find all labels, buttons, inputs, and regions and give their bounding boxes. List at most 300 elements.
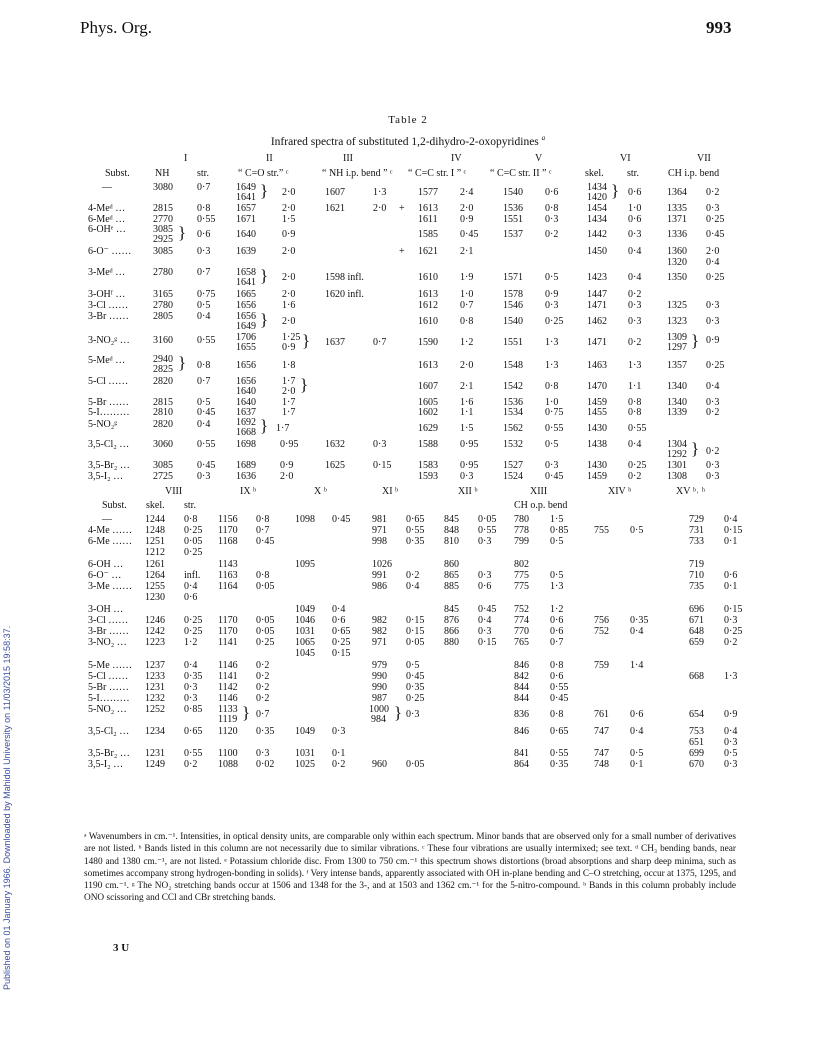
table-cell: 1536: [503, 203, 523, 214]
table-cell: 0·05: [256, 581, 275, 592]
table-cell: V: [535, 153, 543, 164]
table-cell: 5-NO₂ …: [88, 704, 127, 715]
table-cell: }: [691, 439, 700, 458]
table-cell: 0·7: [197, 267, 211, 278]
table-cell: 2770: [153, 214, 173, 225]
table-cell: 0·4: [406, 581, 420, 592]
table-cell: 5-Br ……: [88, 397, 129, 408]
table-cell: 765: [514, 637, 529, 648]
table-cell: 1255: [145, 581, 165, 592]
table-cell: 0·2: [332, 759, 346, 770]
table-cell: XI ᵇ: [382, 486, 399, 497]
table-cell: 1231: [145, 682, 165, 693]
table-cell: 2·0: [460, 360, 474, 371]
table-cell: 1·8: [282, 360, 296, 371]
table-cell: 802: [514, 559, 529, 570]
table-cell: 1244: [145, 514, 165, 525]
table-cell: 0·4: [706, 381, 720, 392]
table-cell: 0·3: [460, 471, 474, 482]
table-cell: 0·25: [184, 525, 203, 536]
table-cell: 0·45: [197, 407, 216, 418]
table-cell: 848: [444, 525, 459, 536]
table-cell: 990: [372, 671, 387, 682]
table-cell: 982: [372, 626, 387, 637]
table-cell: 0·5: [630, 748, 644, 759]
table-cell: 0·25: [332, 637, 351, 648]
table-cell: 1656: [236, 360, 256, 371]
table-cell: 0·7: [197, 182, 211, 193]
table-cell: 1·2: [550, 604, 564, 615]
table-cell: 1463: [587, 360, 607, 371]
table-cell: 670: [689, 759, 704, 770]
table-cell: 1·3: [550, 581, 564, 592]
table-cell: II: [266, 153, 273, 164]
table-cell: —: [102, 514, 112, 525]
table-cell: 986: [372, 581, 387, 592]
table-cell: 0·1: [630, 759, 644, 770]
table-cell: 1119: [218, 714, 238, 725]
table-cell: 987: [372, 693, 387, 704]
table-cell: 864: [514, 759, 529, 770]
table-cell: 1142: [218, 682, 238, 693]
table-cell: 1045: [295, 648, 315, 659]
table-cell: 1640: [236, 386, 256, 397]
table-cell: 2·0: [706, 246, 720, 257]
table-cell: 1335: [667, 203, 687, 214]
table-cell: 0·45: [406, 671, 425, 682]
table-cell: 1420: [587, 192, 607, 203]
table-cell: 3-OH …: [88, 604, 124, 615]
table-cell: 0·3: [197, 471, 211, 482]
table-cell: 1590: [418, 337, 438, 348]
table-cell: 0·8: [550, 660, 564, 671]
table-cell: 0·25: [724, 626, 743, 637]
table-cell: 1336: [667, 229, 687, 240]
table-cell: “ C=C str. II ” ᶜ: [490, 168, 552, 179]
table-cell: 1350: [667, 272, 687, 283]
table-cell: 3-Br ……: [88, 311, 129, 322]
table-cell: 1593: [418, 471, 438, 482]
table-cell: 0·55: [550, 748, 569, 759]
table-cell: }: [394, 703, 403, 722]
table-label: Table 2: [388, 114, 428, 126]
table-cell: 1621: [418, 246, 438, 257]
table-cell: 1·0: [460, 289, 474, 300]
table-cell: 1562: [503, 423, 523, 434]
table-cell: 1364: [667, 187, 687, 198]
table-cell: 0·4: [184, 660, 198, 671]
table-cell: 0·9: [282, 342, 296, 353]
table-cell: 1170: [218, 525, 238, 536]
table-cell: 729: [689, 514, 704, 525]
table-cell: 1249: [145, 759, 165, 770]
table-cell: 1423: [587, 272, 607, 283]
table-cell: 1578: [503, 289, 523, 300]
table-cell: 0·9: [280, 460, 294, 471]
table-cell: 0·3: [706, 471, 720, 482]
table-cell: str.: [197, 168, 209, 179]
table-cell: 1297: [667, 342, 687, 353]
download-notice: Published on 01 January 1966. Downloaded by Mahidol University on 11/03/2015 19:58:37.: [2, 625, 12, 990]
table-cell: 0·35: [406, 682, 425, 693]
table-cell: 1649: [236, 321, 256, 332]
table-cell: 1230: [145, 592, 165, 603]
table-cell: 1233: [145, 671, 165, 682]
table-cell: 845: [444, 514, 459, 525]
table-cell: 841: [514, 748, 529, 759]
table-cell: 1156: [218, 514, 238, 525]
table-cell: 761: [594, 709, 609, 720]
table-cell: 3-Me ……: [88, 581, 133, 592]
table-cell: 1·3: [628, 360, 642, 371]
table-cell: 0·35: [550, 759, 569, 770]
table-cell: 0·4: [630, 726, 644, 737]
table-cell: 0·85: [184, 704, 203, 715]
table-cell: 1656: [236, 311, 256, 322]
table-cell: 0·6: [724, 570, 738, 581]
table-cell: 1534: [503, 407, 523, 418]
table-cell: 1632: [325, 439, 345, 450]
table-cell: 1613: [418, 360, 438, 371]
table-cell: 1·25: [282, 332, 301, 343]
table-caption-mark: a: [541, 134, 546, 142]
table-cell: 3-Cl ……: [88, 300, 129, 311]
table-cell: 0·9: [460, 214, 474, 225]
table-cell: 1049: [295, 726, 315, 737]
table-cell: 0·3: [545, 214, 559, 225]
table-cell: 1430: [587, 423, 607, 434]
table-cell: 1430: [587, 460, 607, 471]
table-cell: 1231: [145, 748, 165, 759]
table-cell: 1656: [236, 376, 256, 387]
table-cell: 0·65: [184, 726, 203, 737]
table-cell: 0·95: [280, 439, 299, 450]
table-cell: 0·15: [478, 637, 497, 648]
table-cell: 0·3: [184, 693, 198, 704]
table-cell: 654: [689, 709, 704, 720]
table-cell: 1532: [503, 439, 523, 450]
table-cell: 0·05: [256, 615, 275, 626]
table-cell: 1·6: [460, 397, 474, 408]
table-cell: 0·2: [184, 759, 198, 770]
table-cell: NH: [155, 168, 170, 179]
table-cell: 1049: [295, 604, 315, 615]
table-cell: 0·2: [724, 637, 738, 648]
table-cell: 0·8: [256, 514, 270, 525]
table-cell: III: [343, 153, 353, 164]
table-cell: VI: [620, 153, 631, 164]
table-cell: 0·2: [628, 337, 642, 348]
table-cell: 0·7: [256, 525, 270, 536]
table-cell: 0·45: [256, 536, 275, 547]
table-cell: 1583: [418, 460, 438, 471]
table-cell: 0·75: [545, 407, 564, 418]
table-cell: 0·65: [550, 726, 569, 737]
table-cell: 1·2: [460, 337, 474, 348]
table-cell: 6-Me ……: [88, 536, 133, 547]
table-cell: 0·7: [550, 637, 564, 648]
table-cell: 1612: [418, 300, 438, 311]
table-cell: CH i.p. bend: [668, 168, 720, 179]
table-cell: 1610: [418, 316, 438, 327]
table-cell: 0·5: [545, 272, 559, 283]
running-head: Phys. Org.: [80, 18, 152, 37]
table-cell: 0·2: [706, 187, 720, 198]
table-cell: 1170: [218, 626, 238, 637]
table-cell: 0·3: [478, 570, 492, 581]
table-cell: 0·6: [628, 214, 642, 225]
table-cell: X ᵇ: [314, 486, 327, 497]
table-cell: 1656: [236, 300, 256, 311]
table-cell: 1146: [218, 660, 238, 671]
page-number: 993: [706, 18, 732, 37]
table-cell: 778: [514, 525, 529, 536]
table-cell: 1251: [145, 536, 165, 547]
table-cell: 0·2: [706, 446, 720, 457]
table-cell: }: [178, 353, 187, 372]
table-cell: 1·3: [545, 337, 559, 348]
table-cell: 1357: [667, 360, 687, 371]
table-cell: 648: [689, 626, 704, 637]
table-cell: 0·15: [406, 615, 425, 626]
table-cell: 0·8: [545, 203, 559, 214]
table-cell: 0·35: [184, 671, 203, 682]
table-cell: 1264: [145, 570, 165, 581]
table-cell: 0·55: [184, 748, 203, 759]
table-cell: 752: [514, 604, 529, 615]
table-cell: 1527: [503, 460, 523, 471]
table-cell: 6-O⁻ ……: [88, 246, 132, 257]
table-cell: 1657: [236, 203, 256, 214]
table-cell: 1100: [218, 748, 238, 759]
table-cell: 1·3: [545, 360, 559, 371]
table-cell: 0·25: [256, 637, 275, 648]
table-cell: 0·3: [628, 300, 642, 311]
table-cell: 0·9: [545, 289, 559, 300]
table-cell: 1671: [236, 214, 256, 225]
table-cell: 1320: [667, 257, 687, 268]
table-cell: 747: [594, 748, 609, 759]
table-cell: 0·25: [184, 547, 203, 558]
table-cell: 0·4: [724, 514, 738, 525]
table-cell: 1649: [236, 182, 256, 193]
table-cell: 0·55: [197, 335, 216, 346]
table-cell: 2805: [153, 311, 173, 322]
table-cell: 960: [372, 759, 387, 770]
table-cell: 0·45: [332, 514, 351, 525]
table-cell: 0·8: [184, 514, 198, 525]
table-cell: 0·6: [550, 671, 564, 682]
table-cell: 1248: [145, 525, 165, 536]
table-cell: 1605: [418, 397, 438, 408]
table-cell: 1637: [236, 407, 256, 418]
table-cell: 0·8: [197, 203, 211, 214]
table-cell: 0·55: [197, 439, 216, 450]
table-cell: 0·05: [478, 514, 497, 525]
table-cell: 865: [444, 570, 459, 581]
table-cell: 755: [594, 525, 609, 536]
table-cell: 3,5-Br₂ …: [88, 748, 130, 759]
table-cell: }: [260, 181, 269, 200]
table-cell: 3-Cl ……: [88, 615, 129, 626]
table-cell: “ C=C str. I ” ᶜ: [408, 168, 467, 179]
table-cell: 844: [514, 682, 529, 693]
table-cell: 0·5: [406, 660, 420, 671]
table-cell: 0·4: [628, 272, 642, 283]
table-cell: 5-Cl ……: [88, 671, 129, 682]
table-cell: 0·3: [545, 460, 559, 471]
table-cell: 3,5-Cl₂ …: [88, 439, 130, 450]
table-cell: 1442: [587, 229, 607, 240]
table-cell: 0·9: [282, 229, 296, 240]
table-cell: 1·2: [184, 637, 198, 648]
table-cell: 710: [689, 570, 704, 581]
table-cell: 836: [514, 709, 529, 720]
table-cell: 876: [444, 615, 459, 626]
table-cell: 2810: [153, 407, 173, 418]
table-cell: 2925: [153, 234, 173, 245]
table-cell: 1146: [218, 693, 238, 704]
table-cell: 0·2: [628, 289, 642, 300]
table-cell: 1304: [667, 439, 687, 450]
table-cell: 0·3: [197, 246, 211, 257]
table-cell: 1237: [145, 660, 165, 671]
table-cell: 0·02: [256, 759, 275, 770]
table-cell: 1242: [145, 626, 165, 637]
table-cell: 0·3: [628, 316, 642, 327]
table-cell: 1655: [236, 342, 256, 353]
table-cell: 6-OH …: [88, 559, 124, 570]
table-cell: 0·25: [545, 316, 564, 327]
table-cell: 1026: [372, 559, 392, 570]
table-cell: 1120: [218, 726, 238, 737]
table-cell: 1668: [236, 427, 256, 438]
table-cell: 0·3: [706, 203, 720, 214]
table-cell: 0·2: [628, 471, 642, 482]
table-cell: 1340: [667, 397, 687, 408]
table-cell: 0·4: [478, 615, 492, 626]
table-cell: 671: [689, 615, 704, 626]
table-cell: 0·3: [706, 316, 720, 327]
table-cell: 756: [594, 615, 609, 626]
table-cell: 0·75: [197, 289, 216, 300]
table-cell: 846: [514, 726, 529, 737]
table-cell: 1571: [503, 272, 523, 283]
table-cell: 0·55: [406, 525, 425, 536]
table-cell: 1292: [667, 449, 687, 460]
table-cell: 1641: [236, 192, 256, 203]
table-cell: 0·2: [256, 693, 270, 704]
table-cell: 1607: [418, 381, 438, 392]
table-cell: 1301: [667, 460, 687, 471]
table-cell: 747: [594, 726, 609, 737]
table-cell: 3-OHᶠ …: [88, 289, 126, 300]
table-cell: 1459: [587, 471, 607, 482]
table-cell: 2·1: [460, 381, 474, 392]
table-cell: infl.: [184, 570, 201, 581]
table-cell: 0·4: [184, 581, 198, 592]
table-cell: 1371: [667, 214, 687, 225]
table-cell: 735: [689, 581, 704, 592]
table-cell: 3,5-Br₂ …: [88, 460, 130, 471]
table-cell: VIII: [165, 486, 183, 497]
table-cell: 1308: [667, 471, 687, 482]
table-cell: 0·25: [706, 360, 725, 371]
table-cell: 0·6: [332, 615, 346, 626]
table-cell: 719: [689, 559, 704, 570]
table-cell: }: [300, 375, 309, 394]
table-cell: skel.: [585, 168, 604, 179]
table-cell: skel.: [146, 500, 165, 511]
table-cell: 2825: [153, 364, 173, 375]
table-cell: 1163: [218, 570, 238, 581]
table-cell: I: [184, 153, 188, 164]
table-cell: 3085: [153, 460, 173, 471]
table-cell: 1454: [587, 203, 607, 214]
table-cell: 979: [372, 660, 387, 671]
table-cell: 1611: [418, 214, 438, 225]
table-cell: 2820: [153, 419, 173, 430]
table-cell: 866: [444, 626, 459, 637]
table-cell: 0·85: [550, 525, 569, 536]
table-cell: 0·3: [724, 759, 738, 770]
table-cell: 1665: [236, 289, 256, 300]
table-cell: 1692: [236, 417, 256, 428]
table-cell: 0·45: [550, 693, 569, 704]
table-cell: 0·35: [256, 726, 275, 737]
table-cell: 1098: [295, 514, 315, 525]
table-cell: 0·3: [706, 460, 720, 471]
table-cell: 3080: [153, 182, 173, 193]
table-cell: 971: [372, 637, 387, 648]
table-cell: 1640: [236, 397, 256, 408]
table-cell: “ NH i.p. bend ” ᶜ: [322, 168, 393, 179]
table-cell: 2·0: [282, 289, 296, 300]
table-cell: str.: [184, 500, 196, 511]
table-cell: 0·4: [197, 311, 211, 322]
table-cell: 1·5: [282, 214, 296, 225]
table-cell: “ C=O str.” ᶜ: [238, 168, 289, 179]
table-cell: 1261: [145, 559, 165, 570]
table-cell: 2·0: [280, 471, 294, 482]
table-cell: 0·8: [550, 709, 564, 720]
table-cell: }: [691, 331, 700, 350]
table-cell: 0·1: [332, 748, 346, 759]
table-cell: 1455: [587, 407, 607, 418]
table-cell: 3,5-Cl₂ …: [88, 726, 130, 737]
table-cell: 1164: [218, 581, 238, 592]
table-cell: 0·3: [724, 615, 738, 626]
table-cell: 0·1: [724, 581, 738, 592]
table-cell: 1689: [236, 460, 256, 471]
table-cell: 0·35: [406, 536, 425, 547]
table-cell: 2·0: [282, 246, 296, 257]
table-cell: }: [260, 310, 269, 329]
table-cell: 0·9: [706, 335, 720, 346]
table-cell: Subst.: [105, 168, 130, 179]
table-cell: 1·5: [550, 514, 564, 525]
table-cell: 699: [689, 748, 704, 759]
table-cell: 1·7: [282, 407, 296, 418]
table-cell: 0·3: [332, 726, 346, 737]
table-cell: 1234: [145, 726, 165, 737]
table-cell: 0·05: [256, 626, 275, 637]
table-cell: 0·2: [256, 671, 270, 682]
table-cell: 0·2: [406, 570, 420, 581]
table-cell: 1610: [418, 272, 438, 283]
table-cell: 1462: [587, 316, 607, 327]
table-cell: 0·55: [197, 214, 216, 225]
